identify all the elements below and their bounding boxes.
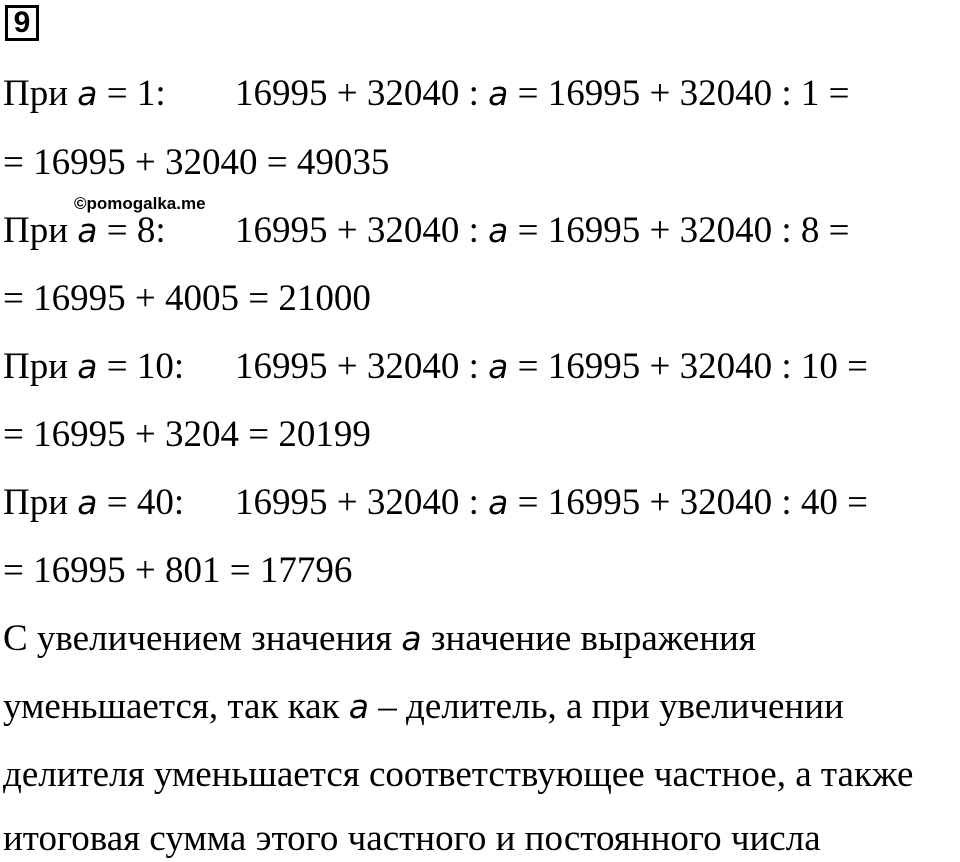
case-1-line xyxy=(3,72,850,116)
case-2-line xyxy=(3,209,850,253)
variable-a: a xyxy=(348,687,369,726)
conclusion-line-4: итоговая сумма этого частного и постоянного числа xyxy=(3,818,821,859)
variable-a: a xyxy=(77,74,98,113)
case-3-line xyxy=(3,345,869,389)
case-4-expression xyxy=(235,481,868,525)
case-1-expr-right: = 16995 + 32040 : 1 = xyxy=(517,73,850,114)
case-2-expression xyxy=(235,209,850,253)
case-1-condition: = 1: xyxy=(106,73,166,114)
conclusion-line-1 xyxy=(3,617,756,661)
case-3-expr-left: 16995 + 32040 : xyxy=(235,346,479,387)
case-4-expr-right: = 16995 + 32040 : 40 = xyxy=(517,482,869,523)
case-2-expr-left: 16995 + 32040 : xyxy=(235,210,479,251)
watermark: ©pomogalka.me xyxy=(74,194,206,213)
case-1-prefix: При xyxy=(3,73,69,114)
variable-a: a xyxy=(488,483,509,522)
case-1-expr-left: 16995 + 32040 : xyxy=(235,73,479,114)
conclusion-line-2-before: уменьшается, так как xyxy=(3,686,340,727)
case-4-expr-left: 16995 + 32040 : xyxy=(235,482,479,523)
case-4-condition: = 40: xyxy=(106,482,185,523)
variable-a: a xyxy=(401,619,422,658)
conclusion-line-1-before: С увеличением значения xyxy=(3,618,393,659)
case-1-result: = 16995 + 32040 = 49035 xyxy=(3,142,390,183)
case-2-expr-right: = 16995 + 32040 : 8 = xyxy=(517,210,850,251)
case-1-expression xyxy=(235,72,850,116)
conclusion-line-1-after: значение выражения xyxy=(430,618,756,659)
case-2-prefix: При xyxy=(3,210,69,251)
variable-a: a xyxy=(488,74,509,113)
variable-a: a xyxy=(488,211,509,250)
conclusion-line-2 xyxy=(3,685,844,729)
conclusion-line-3: делителя уменьшается соответствующее частное, а также xyxy=(3,754,914,795)
case-2-result: = 16995 + 4005 = 21000 xyxy=(3,278,371,319)
case-4-prefix: При xyxy=(3,482,69,523)
variable-a: a xyxy=(77,211,98,250)
case-3-result: = 16995 + 3204 = 20199 xyxy=(3,414,371,455)
variable-a: a xyxy=(488,347,509,386)
case-3-expression xyxy=(235,345,868,389)
case-3-condition: = 10: xyxy=(106,346,185,387)
case-4-line xyxy=(3,481,869,525)
variable-a: a xyxy=(77,347,98,386)
case-3-expr-right: = 16995 + 32040 : 10 = xyxy=(517,346,869,387)
task-number-box: 9 xyxy=(5,5,39,41)
case-3-prefix: При xyxy=(3,346,69,387)
conclusion-line-2-after: – делитель, а при увеличении xyxy=(378,686,844,727)
case-4-result: = 16995 + 801 = 17796 xyxy=(3,550,353,591)
case-2-condition: = 8: xyxy=(106,210,166,251)
variable-a: a xyxy=(77,483,98,522)
